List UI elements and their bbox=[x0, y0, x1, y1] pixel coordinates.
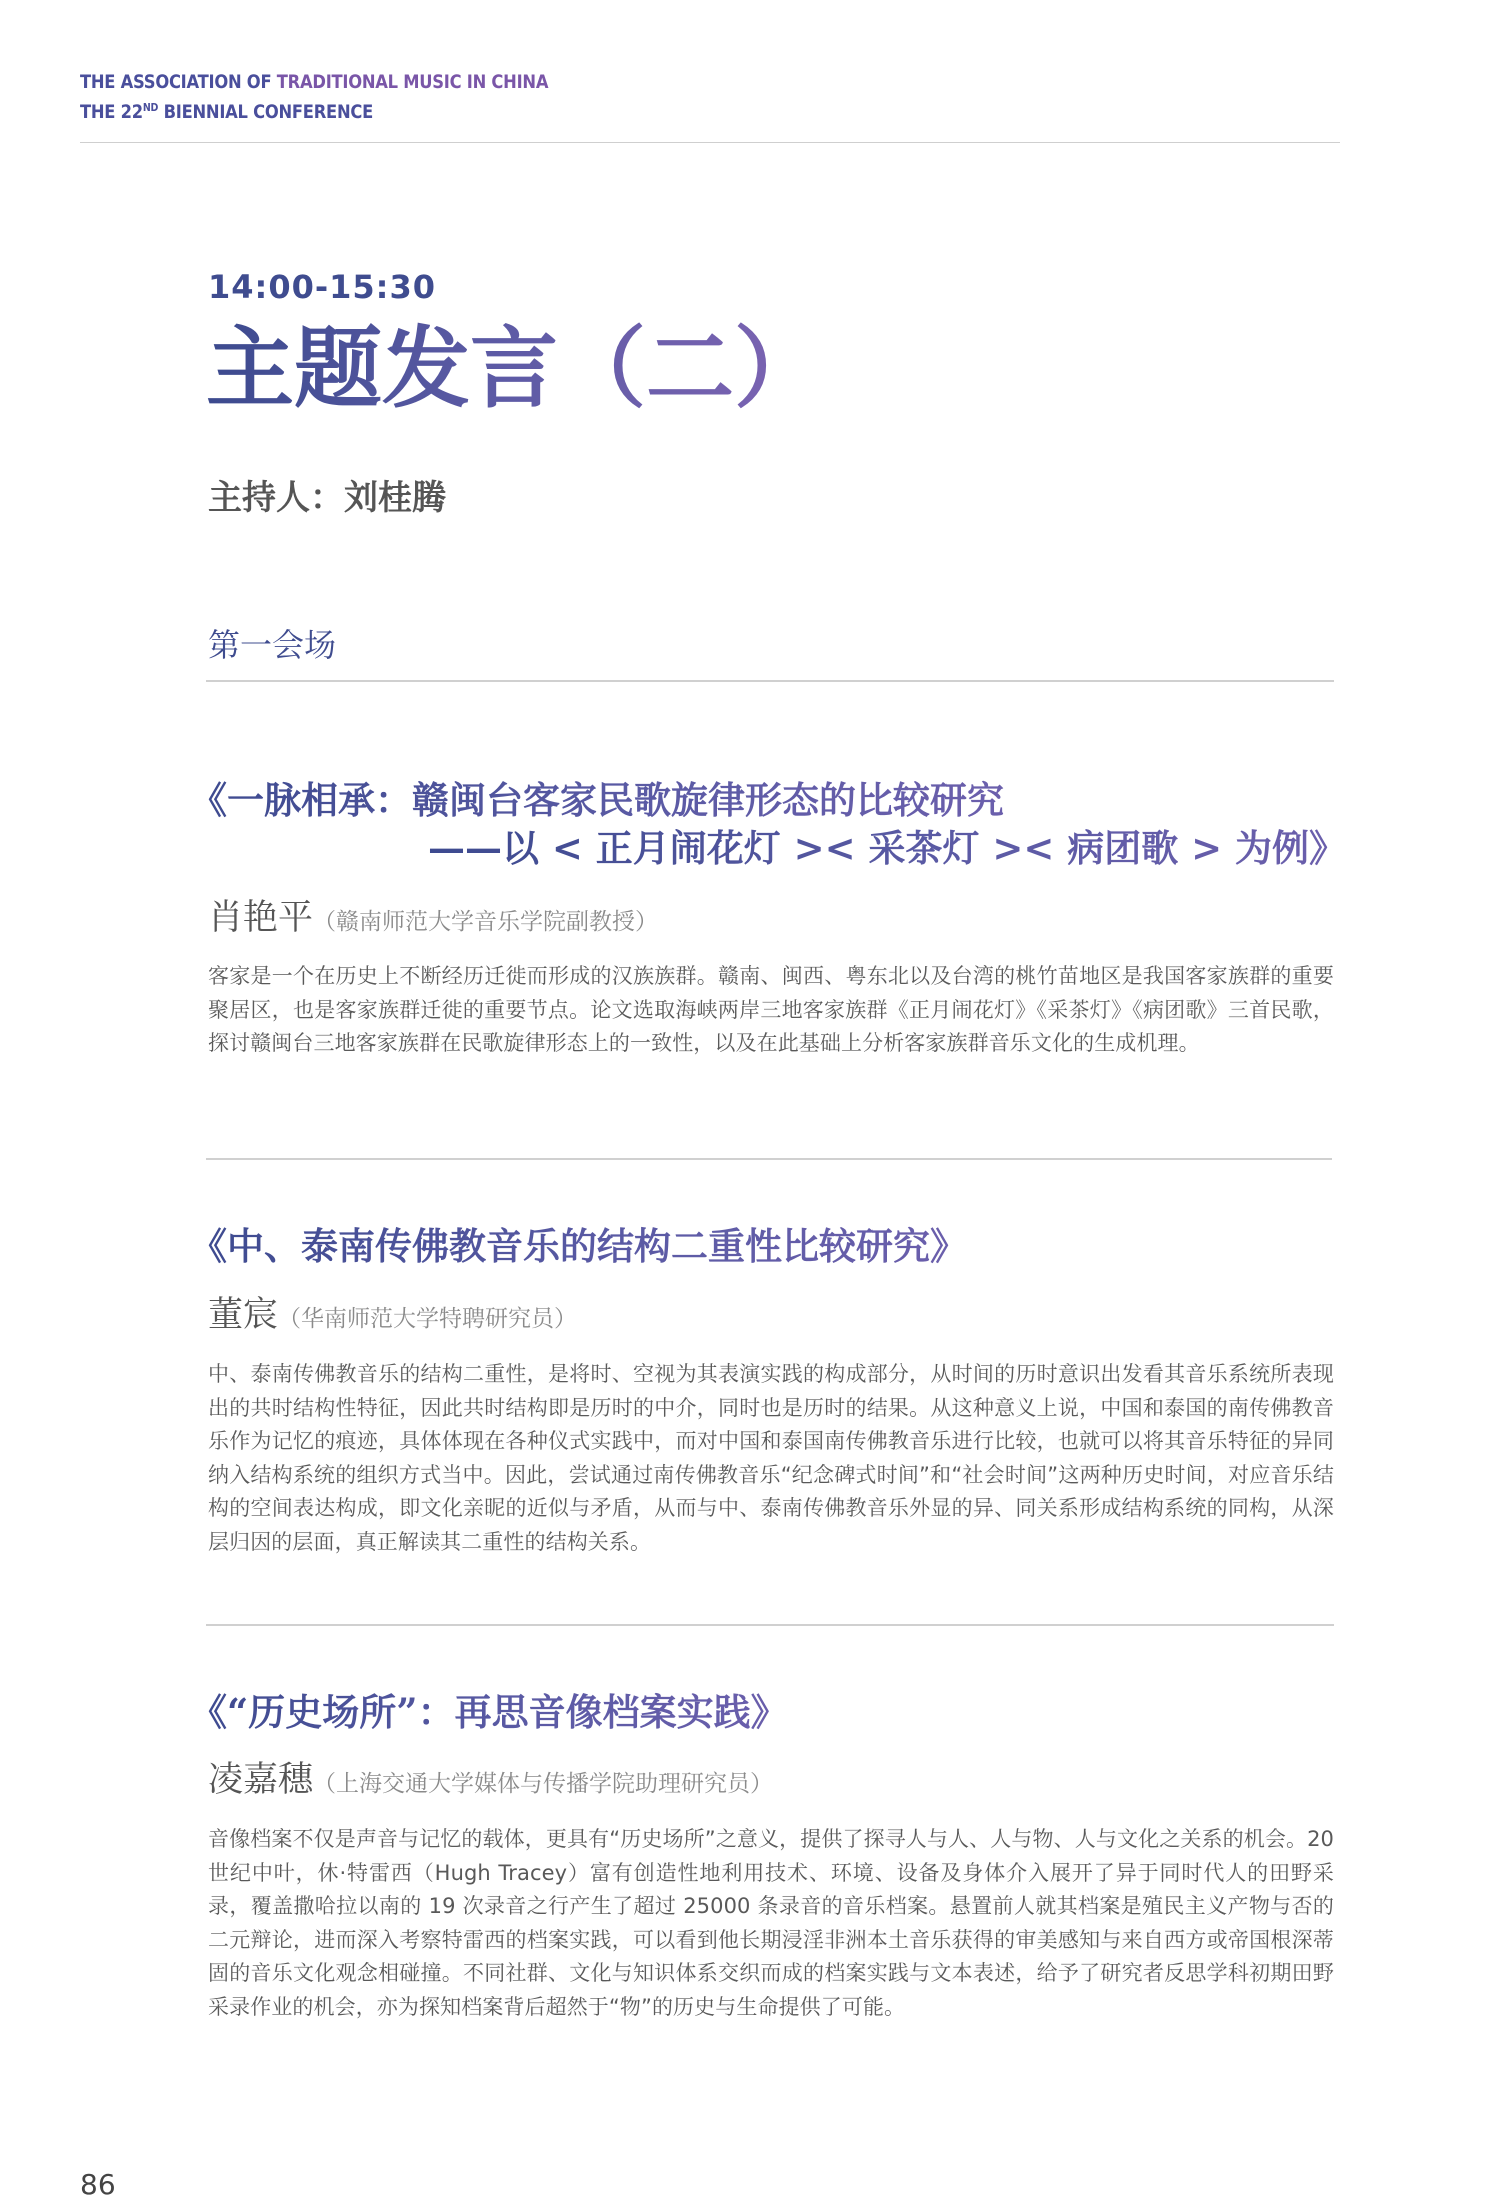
venue-divider bbox=[206, 680, 1334, 682]
talk-1-title-line2: ——以 < 正月闹花灯 >< 采茶灯 >< 病团歌 > 为例》 bbox=[428, 826, 1347, 870]
header-line2-part2: BIENNIAL CONFERENCE bbox=[158, 101, 374, 123]
talk-1-abstract: 客家是一个在历史上不断经历迁徙而形成的汉族族群。赣南、闽西、粤东北以及台湾的桃竹苗地区是我国客家族群的重要聚居区，也是客家族群迁徙的重要节点。论文选取海峡两岸三地客家族群《正月闹花灯》《采茶灯》《病团歌》三首民歌，探讨赣闽台三地客家族群在民歌旋律形态上的一致性，以及在此基础上分析客家族群音乐文化的生成机理。 bbox=[208, 964, 1334, 1055]
talk-1-title-line1: 《一脉相承：赣闽台客家民歌旋律形态的比较研究 bbox=[190, 778, 1004, 822]
header-line2-superscript: ND bbox=[142, 101, 159, 114]
talk-1-divider bbox=[206, 1158, 1332, 1160]
header-divider bbox=[80, 142, 1340, 143]
talk-2-speaker bbox=[208, 1287, 577, 1337]
talk-3-abstract: 音像档案不仅是声音与记忆的载体，更具有“历史场所”之意义，提供了探寻人与人、人与物、人与文化之关系的机会。20 世纪中叶，休·特雷西（Hugh Tracey）富有创造性地利用技术、环境、设备及身体介入展开了异于同时代人的田野采录，覆盖撒哈拉以南的 19 次录音之行产生了超过 25000 条录音的音乐档案。悬置前人就其档案是殖民主义产物与否的二元辩论，进而深入考察特雷西的档案实践，可以看到他长期浸淫非洲本土音乐获得的审美感知与来自西方或帝国根深蒂固的音乐文化观念相碰撞。不同社群、文化与知识体系交织而成的档案实践与文本表述，给予了研究者反思学科初期田野采录作业的机会，亦为探知档案背后超然于“物”的历史与生命提供了可能。 bbox=[208, 1827, 1334, 2019]
talk-3-speaker-affiliation: （上海交通大学媒体与传播学院助理研究员） bbox=[313, 1771, 774, 1797]
session-time: 14:00-15:30 bbox=[208, 268, 436, 306]
running-header bbox=[80, 70, 1340, 125]
header-conference-name bbox=[80, 95, 1164, 125]
header-line1-part2: TRADITIONAL MUSIC IN CHINA bbox=[276, 71, 549, 93]
session-title: 主题发言（二） bbox=[206, 316, 823, 420]
talk-2-abstract: 中、泰南传佛教音乐的结构二重性，是将时、空视为其表演实践的构成部分，从时间的历时意识出发看其音乐系统所表现出的共时结构性特征，因此共时结构即是历时的中介，同时也是历时的结果。从这种意义上说，中国和泰国的南传佛教音乐作为记忆的痕迹，具体体现在各种仪式实践中，而对中国和泰国南传佛教音乐进行比较，也就可以将其音乐特征的异同纳入结构系统的组织方式当中。因此，尝试通过南传佛教音乐“纪念碑式时间”和“社会时间”这两种历史时间，对应音乐结构的空间表达构成，即文化亲昵的近似与矛盾，从而与中、泰南传佛教音乐外显的异、同关系形成结构系统的同构，从深层归因的层面，真正解读其二重性的结构关系。 bbox=[208, 1362, 1334, 1554]
talk-2-title: 《中、泰南传佛教音乐的结构二重性比较研究》 bbox=[190, 1224, 967, 1268]
page-number: 86 bbox=[80, 2168, 116, 2201]
talk-3-speaker-name: 凌嘉穗 bbox=[208, 1760, 314, 1800]
talk-3-title: 《“历史场所”：再思音像档案实践》 bbox=[190, 1690, 788, 1734]
header-line1-part1: THE ASSOCIATION OF bbox=[80, 71, 277, 93]
header-line2-part1: THE 22 bbox=[80, 101, 143, 123]
session-host: 主持人：刘桂腾 bbox=[208, 478, 446, 518]
talk-1-speaker bbox=[208, 890, 658, 940]
venue-label: 第一会场 bbox=[208, 626, 337, 664]
talk-2-speaker-name: 董宸 bbox=[208, 1295, 279, 1335]
talk-2-speaker-affiliation: （华南师范大学特聘研究员） bbox=[278, 1306, 578, 1332]
talk-2-divider bbox=[206, 1624, 1334, 1626]
header-association-name bbox=[80, 70, 1164, 95]
talk-3-speaker bbox=[208, 1752, 773, 1802]
talk-1-speaker-name: 肖艳平 bbox=[208, 898, 314, 938]
talk-1-speaker-affiliation: （赣南师范大学音乐学院副教授） bbox=[313, 909, 659, 935]
